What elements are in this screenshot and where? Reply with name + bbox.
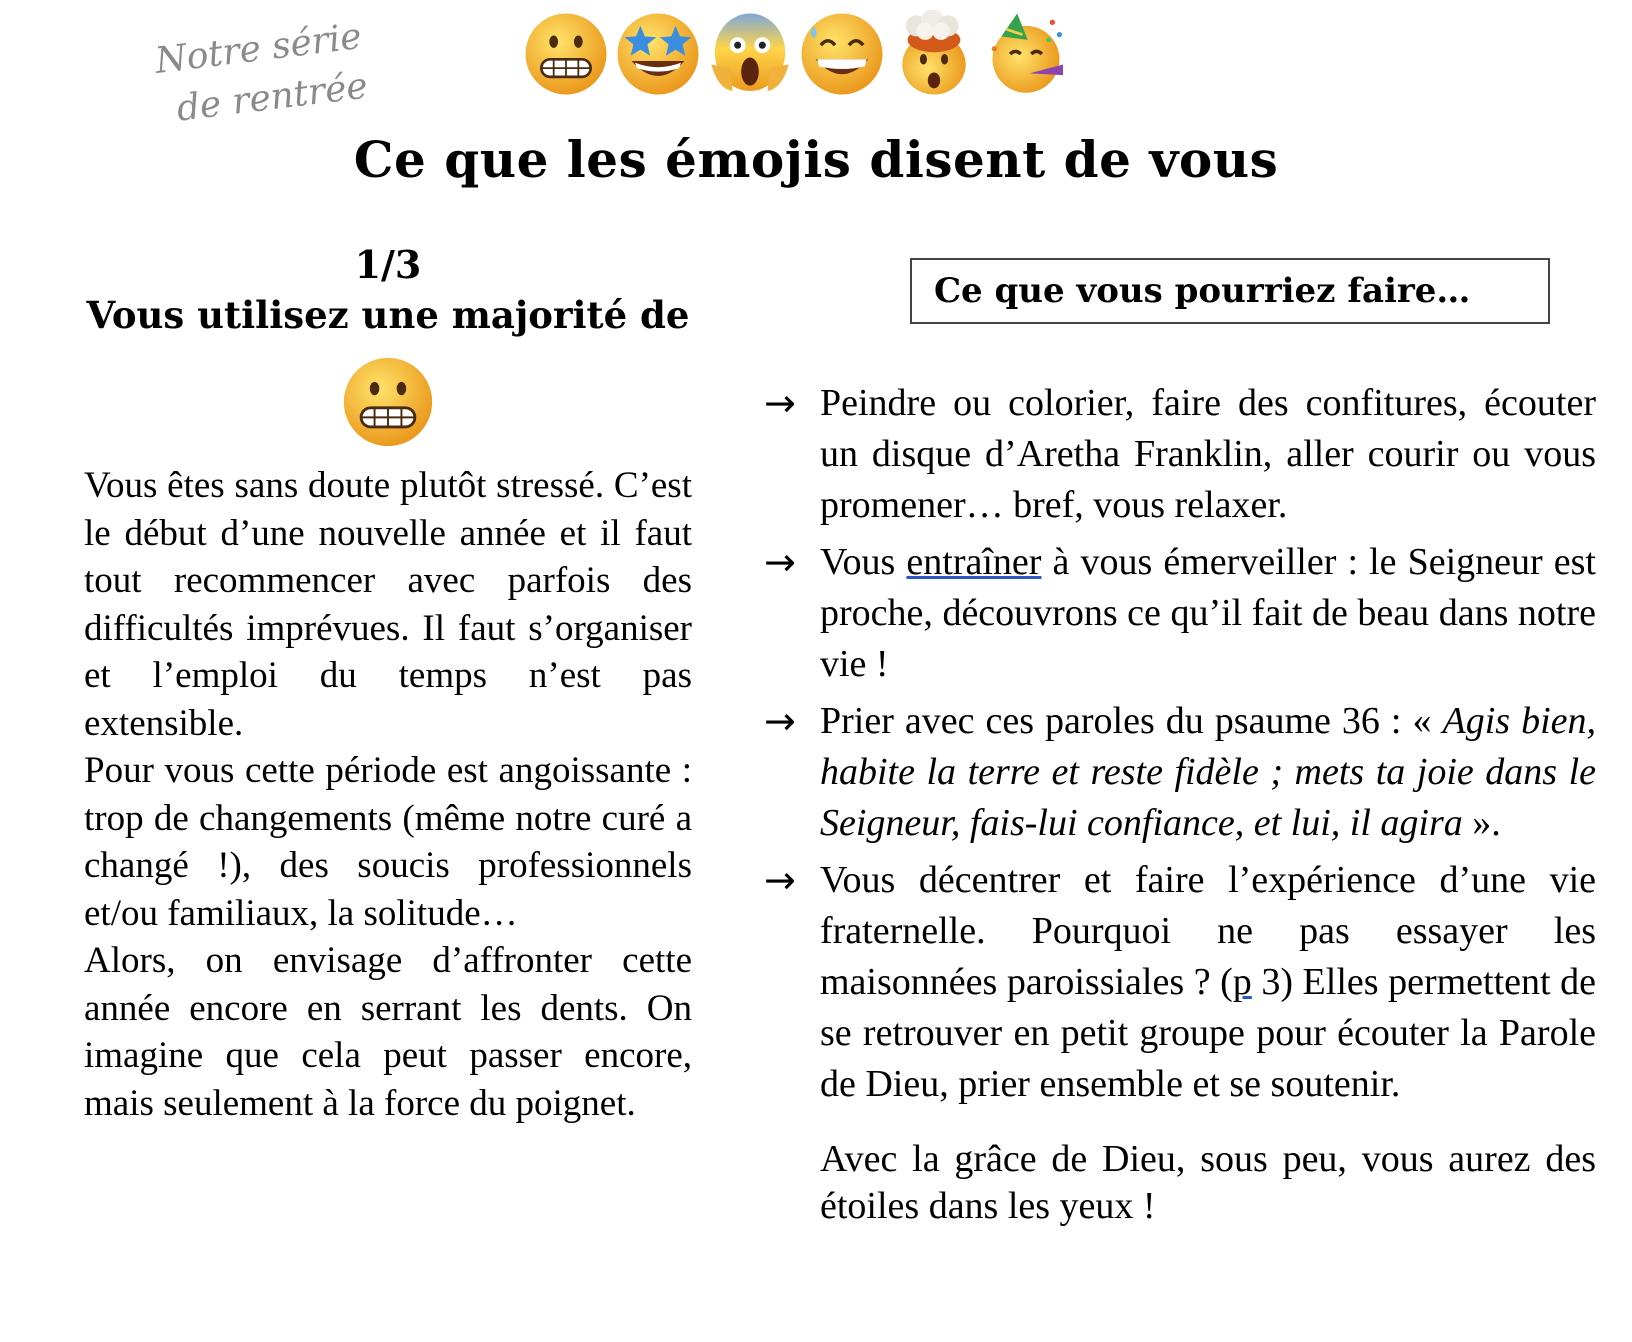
page-reference: p <box>1232 961 1252 1003</box>
emoji-strip <box>522 10 1070 106</box>
suggestions-heading-box: Ce que vous pourriez faire… <box>910 258 1550 324</box>
text-segment: Vous <box>820 541 907 583</box>
underlined-word: entraîner <box>906 541 1042 583</box>
arrow-right-icon: → <box>764 381 796 425</box>
arrow-right-icon: → <box>764 540 796 584</box>
grimacing-face-large-icon <box>340 354 436 450</box>
arrow-right-icon: → <box>764 699 796 743</box>
text-segment: 3) Elles permettent de se retrouver en petit groupe pour écouter la Parole de Dieu, prier ensemble et se soutenir. <box>820 961 1596 1105</box>
page-title: Ce que les émojis disent de vous <box>353 130 1279 189</box>
text-segment: Vous décentrer et faire l’expérience d’une vie fraternelle. Pourquoi ne pas essayer les maisonnées paroissiales ? ( <box>820 859 1596 1003</box>
partying-face-icon <box>982 10 1070 98</box>
series-line-1: Notre série <box>152 15 364 82</box>
section-subtitle: Vous utilisez une majorité de <box>86 293 690 337</box>
suggestion-item-1 <box>760 378 1596 531</box>
right-column <box>760 378 1596 1230</box>
psalm-quote: Agis bien, habite la terre et reste fidèle ; mets ta joie dans le Seigneur, fais-lui confiance, et lui, il agira <box>820 700 1596 844</box>
left-column <box>84 240 692 1127</box>
text-segment: Prier avec ces paroles du psaume 36 : « <box>820 700 1443 742</box>
closing-paragraph: Avec la grâce de Dieu, sous peu, vous aurez des étoiles dans les yeux ! <box>820 1138 1596 1227</box>
series-label <box>130 12 370 139</box>
paragraph-1: Vous êtes sans doute plutôt stressé. C’est le début d’une nouvelle année et il faut tout recommencer avec parfois des difficultés imprévues. Il faut s’organiser et l’emploi du temps n’est pas extensible. <box>84 465 692 744</box>
suggestion-text-4 <box>820 855 1596 1110</box>
text-segment: à vous émerveiller : le Seigneur est proche, découvrons ce qu’il fait de beau dans notre vie ! <box>820 541 1596 685</box>
grimacing-face-icon <box>522 10 610 98</box>
suggestion-item-3 <box>760 696 1596 849</box>
exploding-head-icon <box>890 10 978 98</box>
suggestion-text-1: Peindre ou colorier, faire des confitures, écouter un disque d’Aretha Franklin, aller courir ou vous promener… bref, vous relaxer. <box>820 382 1596 526</box>
arrow-right-icon: → <box>764 858 796 902</box>
suggestion-text-3 <box>820 696 1596 849</box>
part-number: 1/3 <box>354 242 422 287</box>
suggestion-item-2 <box>760 537 1596 690</box>
paragraph-2: Pour vous cette période est angoissante : trop de changements (même notre curé a changé !), des soucis professionnels et/ou familiaux, la solitude… <box>84 750 692 934</box>
star-struck-icon <box>614 10 702 98</box>
suggestion-item-4 <box>760 855 1596 1110</box>
grinning-sweat-icon <box>798 10 886 98</box>
paragraph-3: Alors, on envisage d’affronter cette année encore en serrant les dents. On imagine que cela peut passer encore, mais seulement à la force du poignet. <box>84 940 692 1124</box>
face-screaming-icon <box>706 10 794 98</box>
series-line-2: de rentrée <box>174 65 370 130</box>
suggestion-text-2 <box>820 537 1596 690</box>
text-segment: ». <box>1462 802 1501 844</box>
